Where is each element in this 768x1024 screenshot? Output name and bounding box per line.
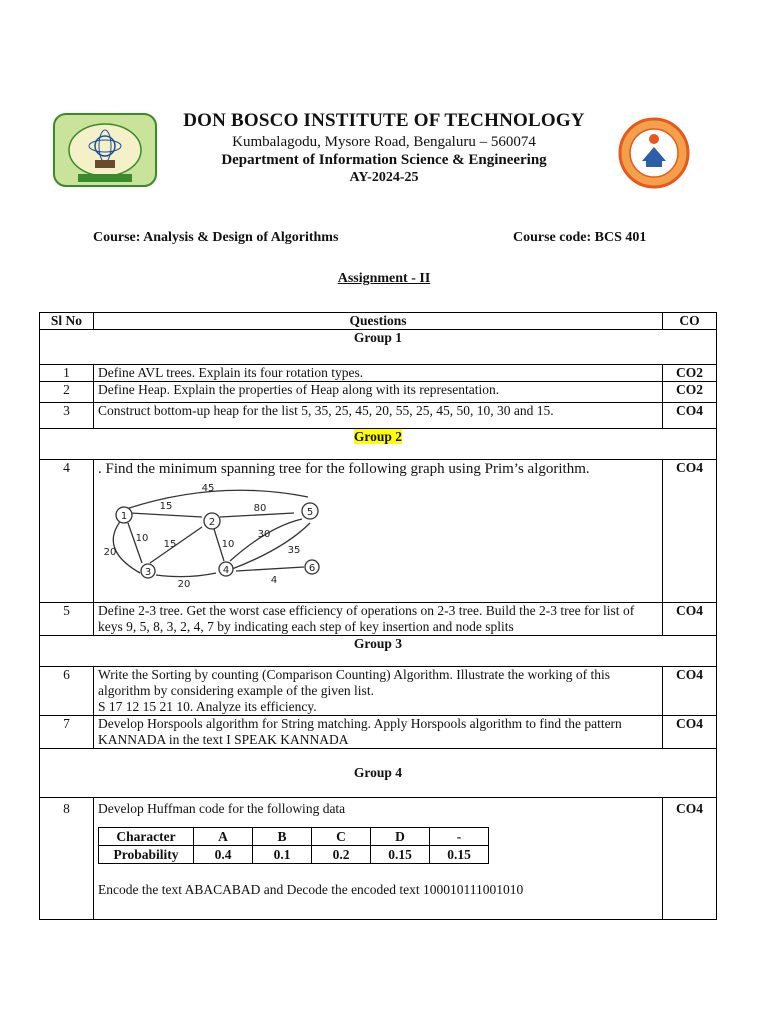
huffman-cell: A: [194, 828, 253, 846]
co-value: CO4: [663, 667, 717, 716]
co-value: CO4: [663, 403, 717, 429]
huffman-cell: Probability: [99, 846, 194, 864]
huffman-cell: B: [253, 828, 312, 846]
edge-label: 4: [270, 575, 278, 586]
table-row: [40, 365, 717, 382]
huffman-cell: C: [312, 828, 371, 846]
edge-4-6: [236, 567, 304, 571]
huffman-cell: D: [371, 828, 430, 846]
edge-label: 80: [253, 503, 267, 514]
course-name: Course: Analysis & Design of Algorithms: [93, 230, 339, 245]
group-2-cell: [40, 429, 717, 460]
edge-label: 20: [103, 547, 117, 558]
group-row: [40, 636, 717, 667]
huffman-cell: Character: [99, 828, 194, 846]
question-text: Develop Huffman code for the following data: [98, 801, 346, 816]
question-cell: [94, 667, 663, 716]
question-text-end: Encode the text ABACABAD and Decode the encoded text 100010111001010: [98, 882, 524, 897]
assignment-title: Assignment - II: [337, 271, 431, 286]
edge-label: 30: [257, 529, 271, 540]
co-value: CO2: [663, 382, 717, 403]
edge-label: 10: [135, 533, 149, 544]
question-text: Define 2-3 tree. Get the worst case efficiency of operations on 2-3 tree. Build the 2-3 tree for list of keys 9, 5, 8, 3, 2, 4, 7 by indicating each step of key insertion and node splits: [94, 603, 663, 636]
sl-number: 2: [40, 382, 94, 403]
question-text: . Find the minimum spanning tree for the following graph using Prim’s algorithm.: [98, 461, 590, 477]
question-text: Define Heap. Explain the properties of Heap along with its representation.: [94, 382, 663, 403]
edge-label: 45: [201, 483, 215, 494]
department-name: Department of Information Science & Engineering: [221, 152, 547, 168]
huffman-row-character: [99, 828, 489, 846]
group-row: [40, 749, 717, 798]
header-co: CO: [663, 313, 717, 330]
header-sl-no: Sl No: [40, 313, 94, 330]
edge-label: 35: [287, 545, 301, 556]
header-questions: Questions: [94, 313, 663, 330]
huffman-table: [98, 827, 489, 864]
edge-3-4: [156, 573, 216, 577]
group-4-label: Group 4: [40, 749, 717, 798]
edge-label: 20: [177, 579, 191, 590]
table-row: [40, 667, 717, 716]
group-3-label: Group 3: [40, 636, 717, 667]
graph-figure: [98, 483, 338, 601]
co-value: CO4: [663, 798, 717, 920]
table-row: [40, 403, 717, 429]
sl-number: 3: [40, 403, 94, 429]
group-2-label: Group 2: [353, 429, 403, 444]
question-cell: [94, 798, 663, 920]
huffman-cell: 0.4: [194, 846, 253, 864]
co-value: CO4: [663, 460, 717, 603]
question-list: S 17 12 15 21 10. Analyze its efficiency.: [98, 699, 317, 714]
group-1-label: Group 1: [40, 330, 717, 365]
graph-node-label: 2: [208, 517, 216, 528]
group-row: [40, 429, 717, 460]
graph-node-label: 6: [308, 563, 316, 574]
edge-label: 15: [159, 501, 173, 512]
institute-address: Kumbalagodu, Mysore Road, Bengaluru – 560074: [232, 134, 536, 150]
huffman-cell: 0.15: [371, 846, 430, 864]
sl-number: 5: [40, 603, 94, 636]
graph-node-label: 4: [222, 565, 230, 576]
sl-number: 7: [40, 716, 94, 749]
institute-name: DON BOSCO INSTITUTE OF TECHNOLOGY: [183, 110, 585, 131]
question-text: Write the Sorting by counting (Comparison Counting) Algorithm. Illustrate the working of this algorithm by considering example of the given list.: [98, 667, 611, 698]
graph-node-label: 1: [120, 511, 128, 522]
table-row: [40, 382, 717, 403]
sl-number: 6: [40, 667, 94, 716]
questions-table: [39, 312, 717, 920]
table-row: [40, 460, 717, 603]
group-row: [40, 330, 717, 365]
graph-node-label: 3: [144, 567, 152, 578]
course-code: Course code: BCS 401: [513, 230, 647, 245]
huffman-cell: -: [430, 828, 489, 846]
question-text: Construct bottom-up heap for the list 5, 35, 25, 45, 20, 55, 25, 45, 50, 10, 30 and 15.: [94, 403, 663, 429]
huffman-cell: 0.1: [253, 846, 312, 864]
table-header-row: [40, 313, 717, 330]
sl-number: 1: [40, 365, 94, 382]
question-text: Develop Horspools algorithm for String matching. Apply Horspools algorithm to find the pattern KANNADA in the text I SPEAK KANNADA: [94, 716, 663, 749]
huffman-cell: 0.15: [430, 846, 489, 864]
huffman-row-probability: [99, 846, 489, 864]
graph-node-label: 5: [306, 507, 314, 518]
edge-label: 15: [163, 539, 177, 550]
academic-year: AY-2024-25: [349, 170, 419, 185]
sl-number: 8: [40, 798, 94, 920]
huffman-cell: 0.2: [312, 846, 371, 864]
edge-1-5: [126, 490, 308, 509]
question-cell: [94, 460, 663, 603]
table-row: [40, 603, 717, 636]
sl-number: 4: [40, 460, 94, 603]
co-value: CO2: [663, 365, 717, 382]
co-value: CO4: [663, 716, 717, 749]
edge-label: 10: [221, 539, 235, 550]
edge-1-2: [130, 513, 202, 517]
co-value: CO4: [663, 603, 717, 636]
table-row: [40, 798, 717, 920]
question-text: Define AVL trees. Explain its four rotation types.: [94, 365, 663, 382]
table-row: [40, 716, 717, 749]
